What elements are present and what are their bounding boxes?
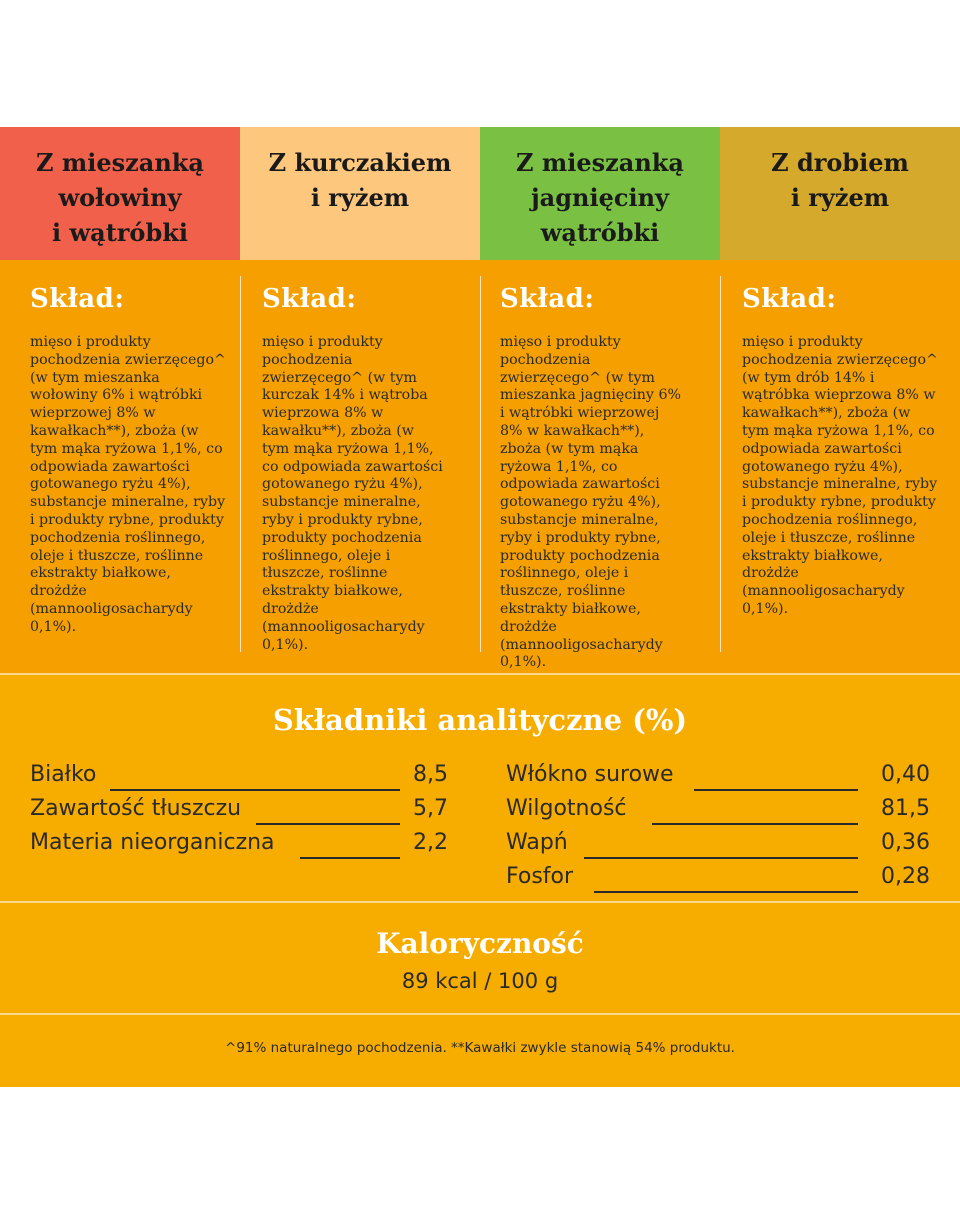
- nutrition-panel: [0, 127, 960, 1087]
- analytic-label: Fosfor: [506, 864, 574, 889]
- analytic-label: Wilgotność: [506, 796, 627, 821]
- footnote-section: [0, 1013, 960, 1087]
- analytic-value: 5,7: [413, 796, 448, 821]
- product-header-lamb: [480, 127, 720, 260]
- product-header-poultry: [720, 127, 960, 260]
- product-name: Z mieszanką jagnięciny wątróbki: [516, 148, 684, 247]
- ingredients-title: Skład:: [262, 284, 357, 314]
- calories-value: 89 kcal / 100 g: [401, 969, 559, 993]
- product-name: Z drobiem i ryżem: [771, 148, 909, 212]
- analytic-title: Składniki analityczne (%): [272, 703, 688, 737]
- product-header-chicken: [240, 127, 480, 260]
- analytic-row-moisture: [506, 796, 930, 830]
- product-header-beef: [0, 127, 240, 260]
- product-headers: [0, 127, 960, 260]
- leader-line: [256, 823, 400, 825]
- analytic-row-phosphorus: [506, 864, 930, 898]
- leader-line: [300, 857, 400, 859]
- ingredients-text: mięso i produkty pochodzenia zwierzęcego^ (w tym kurczak 14% i wątroba wieprzowa 8% w kawałku**), zboża (w tym mąka ryżowa 1,1%, co odpowiada zawartości gotowanego ryżu 4%), substancje mineralne, ryby i produkty rybne, produkty pochodzenia roślinnego, oleje i tłuszcze, roślinne ekstrakty białkowe, drożdże (mannooligosacharydy 0,1%).: [262, 334, 443, 653]
- leader-line: [110, 789, 400, 791]
- analytic-value: 0,40: [881, 762, 930, 787]
- analytic-label: Wapń: [506, 830, 568, 855]
- analytic-label: Zawartość tłuszczu: [30, 796, 242, 821]
- analytic-value: 0,28: [881, 864, 930, 889]
- analytic-label: Białko: [30, 762, 97, 787]
- analytic-value: 2,2: [413, 830, 448, 855]
- leader-line: [694, 789, 858, 791]
- footnote-text: ^91% naturalnego pochodzenia. **Kawałki zwykle stanowią 54% produktu.: [225, 1040, 735, 1056]
- calories-section: [0, 901, 960, 1013]
- analytic-label: Włókno surowe: [506, 762, 674, 787]
- column-divider: [480, 276, 481, 652]
- ingredients-text: mięso i produkty pochodzenia zwierzęcego^ (w tym mieszanka jagnięciny 6% i wątróbki wieprzowej 8% w kawałkach**), zboża (w tym mąka ryżowa 1,1%, co odpowiada zawartości gotowanego ryżu 4%), substancje mineralne, ryby i produkty rybne, produkty pochodzenia roślinnego, oleje i tłuszcze, roślinne ekstrakty białkowe, drożdże (mannooligosacharydy 0,1%).: [500, 334, 681, 671]
- ingredients-text: mięso i produkty pochodzenia zwierzęcego^ (w tym drób 14% i wątróbka wieprzowa 8% w kawałkach**), zboża (w tym mąka ryżowa 1,1%, co odpowiada zawartości gotowanego ryżu 4%), substancje mineralne, ryby i produkty rybne, produkty pochodzenia roślinnego, oleje i tłuszcze, roślinne ekstrakty białkowe, drożdże (mannooligosacharydy 0,1%).: [742, 334, 938, 617]
- analytic-row-calcium: [506, 830, 930, 864]
- calories-title: Kaloryczność: [376, 927, 584, 960]
- analytic-label: Materia nieorganiczna: [30, 830, 275, 855]
- ingredients-title: Skład:: [742, 284, 837, 314]
- leader-line: [584, 857, 858, 859]
- analytic-value: 81,5: [881, 796, 930, 821]
- column-divider: [720, 276, 721, 652]
- ingredients-title: Skład:: [500, 284, 595, 314]
- leader-line: [652, 823, 858, 825]
- product-name: Z kurczakiem i ryżem: [268, 148, 452, 212]
- analytic-row-protein: [30, 762, 448, 796]
- ingredients-title: Skład:: [30, 284, 125, 314]
- analytic-row-ash: [30, 830, 448, 864]
- analytic-section: [0, 673, 960, 901]
- ingredients-section: [0, 260, 960, 673]
- product-name: Z mieszanką wołowiny i wątróbki: [36, 148, 204, 247]
- analytic-row-fibre: [506, 762, 930, 796]
- column-divider: [240, 276, 241, 652]
- leader-line: [594, 891, 858, 893]
- ingredients-text: mięso i produkty pochodzenia zwierzęcego^ (w tym mieszanka wołowiny 6% i wątróbki wieprzowej 8% w kawałkach**), zboża (w tym mąka ryżowa 1,1%, co odpowiada zawartości gotowanego ryżu 4%), substancje mineralne, ryby i produkty rybne, produkty pochodzenia roślinnego, oleje i tłuszcze, roślinne ekstrakty białkowe, drożdże (mannooligosacharydy 0,1%).: [30, 334, 226, 635]
- analytic-value: 8,5: [413, 762, 448, 787]
- analytic-row-fat: [30, 796, 448, 830]
- analytic-value: 0,36: [881, 830, 930, 855]
